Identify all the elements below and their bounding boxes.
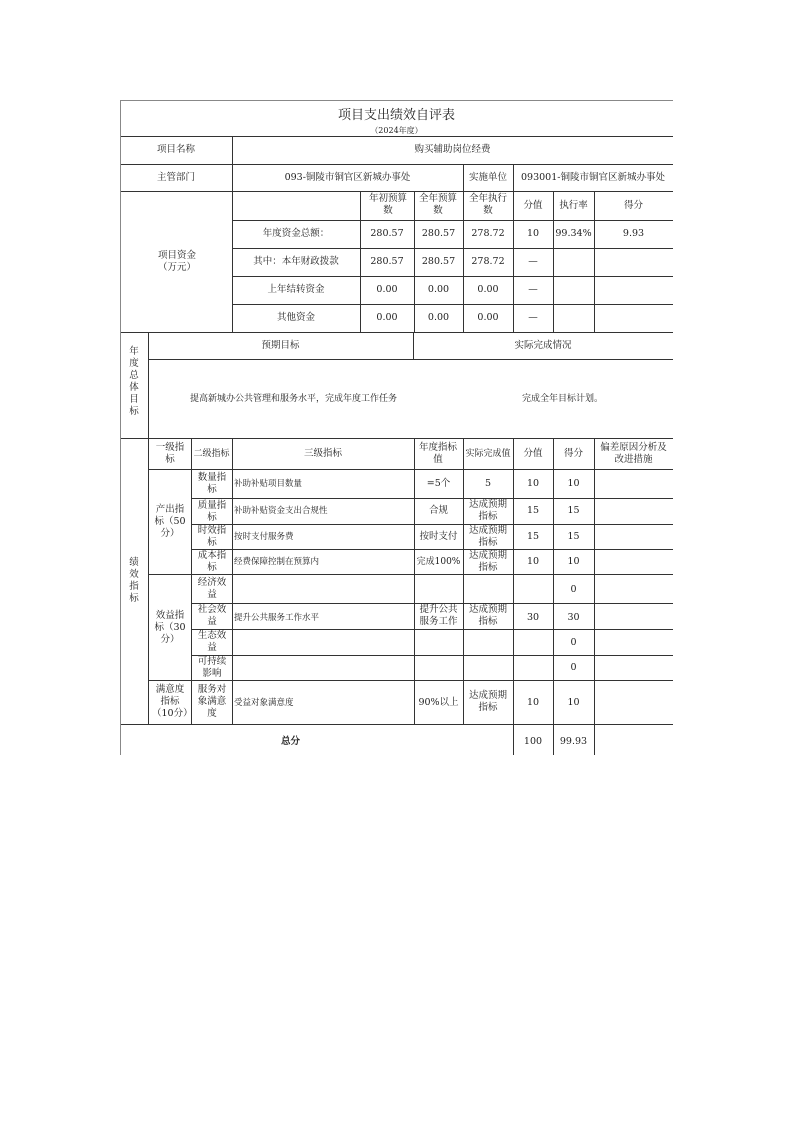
- target: 合规: [428, 505, 448, 516]
- got: 10: [567, 697, 580, 708]
- got: 15: [567, 531, 580, 542]
- level2: 经济效益: [197, 577, 227, 600]
- funds-cell: 99.34%: [555, 228, 592, 239]
- target: 完成100%: [416, 557, 461, 567]
- score: 10: [526, 478, 540, 489]
- level3: 按时支付服务费: [234, 532, 294, 542]
- dept-label: 主管部门: [156, 172, 195, 183]
- score: 30: [526, 612, 540, 623]
- rule: [120, 100, 673, 101]
- level2: 生态效益: [197, 630, 227, 653]
- rule: [232, 438, 233, 724]
- funds-cell: —: [528, 284, 538, 295]
- actual-header: 实际完成情况: [514, 340, 572, 351]
- rule: [148, 332, 149, 724]
- funds-cell: 0.00: [376, 312, 398, 323]
- unit-label: 实施单位: [468, 172, 507, 183]
- ind-header: 得分: [563, 448, 583, 459]
- form-title: 项目支出绩效自评表: [337, 108, 455, 123]
- dept-value: 093-铜陵市铜官区新城办事处: [284, 172, 411, 183]
- total-score: 100: [523, 736, 543, 747]
- ind-header: 分值: [523, 448, 543, 459]
- got: 10: [567, 556, 580, 567]
- funds-cell: 0.00: [427, 284, 450, 295]
- total-label: 总分: [280, 736, 300, 747]
- actual: 达成预期指标: [468, 525, 507, 548]
- score: 15: [526, 505, 540, 516]
- level2: 数量指标: [197, 472, 227, 495]
- rule: [191, 524, 673, 525]
- actual: 达成预期指标: [468, 550, 507, 573]
- rule: [120, 191, 673, 192]
- funds-cell: 280.57: [421, 228, 456, 239]
- funds-row-label: 上年结转资金: [267, 284, 325, 295]
- level3: 提升公共服务工作水平: [234, 613, 320, 623]
- funds-cell: 280.57: [370, 256, 404, 267]
- target: 按时支付: [419, 531, 458, 542]
- rule: [120, 136, 673, 137]
- actual: 达成预期指标: [468, 604, 507, 627]
- funds-cell: 9.93: [622, 228, 645, 239]
- level2: 成本指标: [197, 550, 227, 573]
- rule: [232, 276, 673, 277]
- got: 0: [570, 662, 577, 673]
- rule: [594, 438, 595, 755]
- level2: 时效指标: [197, 525, 227, 548]
- funds-cell: —: [528, 256, 538, 267]
- funds-header: 得分: [623, 200, 643, 211]
- got: 15: [567, 505, 580, 516]
- rule: [594, 191, 595, 332]
- funds-cell: 278.72: [471, 228, 505, 239]
- funds-row-label: 年度资金总额：: [262, 228, 330, 239]
- project-name-label: 项目名称: [156, 144, 195, 155]
- total-got: 99.93: [559, 736, 588, 747]
- got: 0: [570, 637, 577, 648]
- group-satisfaction-label: 满意度指标（10分）: [152, 684, 193, 719]
- rule: [191, 655, 673, 656]
- funds-row-label: 其中：本年财政拨款: [253, 256, 339, 267]
- rule: [232, 220, 673, 221]
- ind-header: 偏差原因分析及改进措施: [600, 442, 667, 465]
- level2: 质量指标: [197, 500, 227, 523]
- rule: [191, 438, 192, 724]
- score: 10: [526, 556, 540, 567]
- score: 10: [526, 697, 540, 708]
- level3: 经费保障控制在预算内: [234, 557, 320, 567]
- funds-cell: 280.57: [421, 256, 456, 267]
- funds-label: 项目资金（万元）: [157, 250, 196, 273]
- rule: [120, 724, 673, 725]
- score: 15: [526, 531, 540, 542]
- funds-cell: 10: [526, 228, 540, 239]
- level2: 服务对象满意度: [197, 684, 227, 719]
- rule: [191, 498, 673, 499]
- funds-cell: —: [528, 312, 538, 323]
- ind-header: 三级指标: [303, 448, 342, 459]
- rule: [120, 438, 673, 439]
- funds-header: 年初预算数: [368, 193, 407, 216]
- funds-header: 执行率: [559, 200, 588, 211]
- rule: [553, 191, 554, 332]
- group-output-label: 产出指标（50分）: [154, 504, 186, 539]
- level3: 受益对象满意度: [234, 698, 294, 708]
- got: 10: [567, 478, 580, 489]
- actual: 5: [484, 478, 492, 489]
- level2: 可持续影响: [197, 656, 227, 679]
- funds-row-label: 其他资金: [276, 312, 315, 323]
- funds-header: 分值: [523, 200, 543, 211]
- funds-cell: 278.72: [471, 256, 505, 267]
- indicators-label: 绩效指标: [129, 557, 139, 604]
- rule: [120, 164, 673, 165]
- ind-header: 年度指标值: [418, 442, 457, 465]
- funds-cell: 0.00: [477, 312, 499, 323]
- rule: [191, 549, 673, 550]
- ind-header: 一级指标: [155, 442, 185, 465]
- funds-cell: 280.57: [370, 228, 404, 239]
- ind-header: 二级指标: [193, 449, 230, 459]
- level3: 补助补贴资金支出合规性: [234, 506, 328, 516]
- expected-goal: 提高新城办公共管理和服务水平，完成年度工作任务: [190, 394, 398, 404]
- funds-cell: 0.00: [427, 312, 450, 323]
- rule: [463, 438, 464, 724]
- actual-goal: 完成全年目标计划。: [522, 394, 604, 404]
- rule: [120, 332, 673, 333]
- got: 0: [570, 584, 577, 595]
- level2: 社会效益: [197, 604, 227, 627]
- target: 提升公共服务工作: [419, 604, 458, 627]
- ind-header: 实际完成值: [465, 449, 511, 459]
- rule: [232, 248, 673, 249]
- target: =5个: [426, 478, 451, 489]
- form-year: （2024年度）: [370, 126, 423, 135]
- rule: [232, 304, 673, 305]
- rule: [148, 359, 673, 360]
- rule: [191, 629, 673, 630]
- goals-label: 年度总体目标: [129, 346, 139, 417]
- expected-header: 预期目标: [261, 340, 300, 351]
- target: 90%以上: [418, 697, 459, 708]
- got: 30: [567, 612, 580, 623]
- rule: [513, 164, 514, 332]
- rule: [120, 100, 121, 755]
- funds-header: 全年执行数: [468, 193, 507, 216]
- unit-value: 093001-铜陵市铜官区新城办事处: [521, 172, 665, 183]
- funds-cell: 0.00: [477, 284, 499, 295]
- project-name-value: 购买辅助岗位经费: [414, 144, 491, 155]
- level3: 补助补贴项目数量: [234, 479, 303, 489]
- group-benefit-label: 效益指标（30分）: [154, 610, 186, 645]
- actual: 达成预期指标: [468, 690, 507, 713]
- funds-header: 全年预算数: [418, 193, 457, 216]
- actual: 达成预期指标: [468, 499, 507, 522]
- funds-cell: 0.00: [376, 284, 398, 295]
